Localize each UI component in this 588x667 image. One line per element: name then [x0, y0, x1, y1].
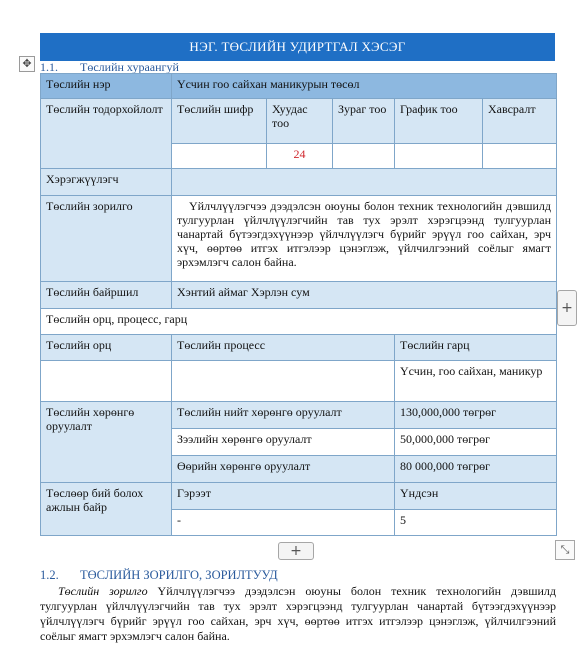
iop-title: Төслийн орц, процесс, гарц	[41, 309, 557, 335]
section-heading	[40, 568, 278, 583]
paragraph-body: Үйлчлүүлэгчээ дээдэлсэн оюуны болон техник технологийн дэвшилд тулгуурлан үйлчлүүлэгчийн тав тух эрэлт хэрэгцээнд тулгуурлан чанартай бүтээгдэхүүнээр үйлчлүүлэгч бүрийг эрүүл гоо сайхан, эрч хүч, өөртөө итгэх итгэлээр цэнэглэж, үйлчилгээний соёлыг ямагт эрхэмлэгч салон байна.	[40, 584, 557, 643]
jobs-label: Төслөөр бий болох ажлын байр	[41, 483, 172, 536]
investment-own-label: Өөрийн хөрөнгө оруулалт	[172, 456, 395, 483]
details-value-pages: 24	[267, 144, 333, 169]
output-label: Төслийн гарц	[395, 335, 557, 361]
project-goal-label: Төслийн зорилго	[41, 196, 172, 282]
project-goal-value: Үйлчлүүлэгчээ дээдэлсэн оюуны болон техник технологийн дэвшилд тулгуурлан үйлчлүүлэгчийн тав тух эрэлт хэрэгцээнд тулгуурлан чанартай бүтээгдэхүүнээр үйлчлүүлэгч бүрийг эрүүл гоо сайхан, эрч хүч, өөртөө итгэх итгэлээр цэнэглэж, үйлчилгээний соёлыг ямагт эрхэмлэгч салон байна.	[172, 196, 557, 282]
project-name-label: Төслийн нэр	[41, 74, 172, 99]
implementer-value	[172, 169, 557, 196]
process-label: Төслийн процесс	[172, 335, 395, 361]
details-header-code: Төслийн шифр	[172, 99, 267, 144]
investment-total-label: Төслийн нийт хөрөнгө оруулалт	[172, 402, 395, 429]
input-value	[41, 361, 172, 402]
project-location-label: Төслийн байршил	[41, 282, 172, 309]
section-number: 1.2.	[40, 568, 59, 582]
investment-total-value: 130,000,000 төгрөг	[395, 402, 557, 429]
jobs-value-permanent: 5	[395, 510, 557, 536]
details-value-code	[172, 144, 267, 169]
add-column-plus-icon[interactable]: +	[557, 290, 577, 326]
subheading-text: Төслийн хураангуй	[80, 60, 179, 74]
input-label: Төслийн орц	[41, 335, 172, 361]
details-value-images	[333, 144, 395, 169]
jobs-value-contract: -	[172, 510, 395, 536]
details-value-appendix	[483, 144, 557, 169]
details-header-appendix: Хавсралт	[483, 99, 557, 144]
jobs-header-permanent: Үндсэн	[395, 483, 557, 510]
jobs-header-contract: Гэрээт	[172, 483, 395, 510]
goal-paragraph	[40, 584, 556, 644]
table-move-icon[interactable]: ✥	[19, 56, 35, 72]
project-summary-table	[40, 73, 557, 536]
investment-own-value: 80 000,000 төгрөг	[395, 456, 557, 483]
project-details-label: Төслийн тодорхойлолт	[41, 99, 172, 169]
subheading-number: 1.1.	[40, 60, 58, 74]
implementer-label: Хэрэгжүүлэгч	[41, 169, 172, 196]
investment-loan-label: Зээлийн хөрөнгө оруулалт	[172, 429, 395, 456]
process-value	[172, 361, 395, 402]
details-header-charts: График тоо	[395, 99, 483, 144]
details-value-charts	[395, 144, 483, 169]
details-header-pages: Хуудас тоо	[267, 99, 333, 144]
project-name-value: Үсчин гоо сайхан маникурын төсөл	[172, 74, 557, 99]
details-header-images: Зураг тоо	[333, 99, 395, 144]
document-banner: НЭГ. ТӨСЛИЙН УДИРТГАЛ ХЭСЭГ	[40, 33, 555, 61]
output-value: Үсчин, гоо сайхан, маникур	[395, 361, 557, 402]
investment-loan-value: 50,000,000 төгрөг	[395, 429, 557, 456]
section-title: ТӨСЛИЙН ЗОРИЛГО, ЗОРИЛТУУД	[80, 568, 278, 582]
paragraph-lead: Төслийн зорилго	[58, 584, 148, 598]
table-resize-icon[interactable]: ⤡	[555, 540, 575, 560]
project-location-value: Хэнтий аймаг Хэрлэн сум	[172, 282, 557, 309]
add-row-plus-icon[interactable]: +	[278, 542, 314, 560]
investment-label: Төслийн хөрөнгө оруулалт	[41, 402, 172, 483]
